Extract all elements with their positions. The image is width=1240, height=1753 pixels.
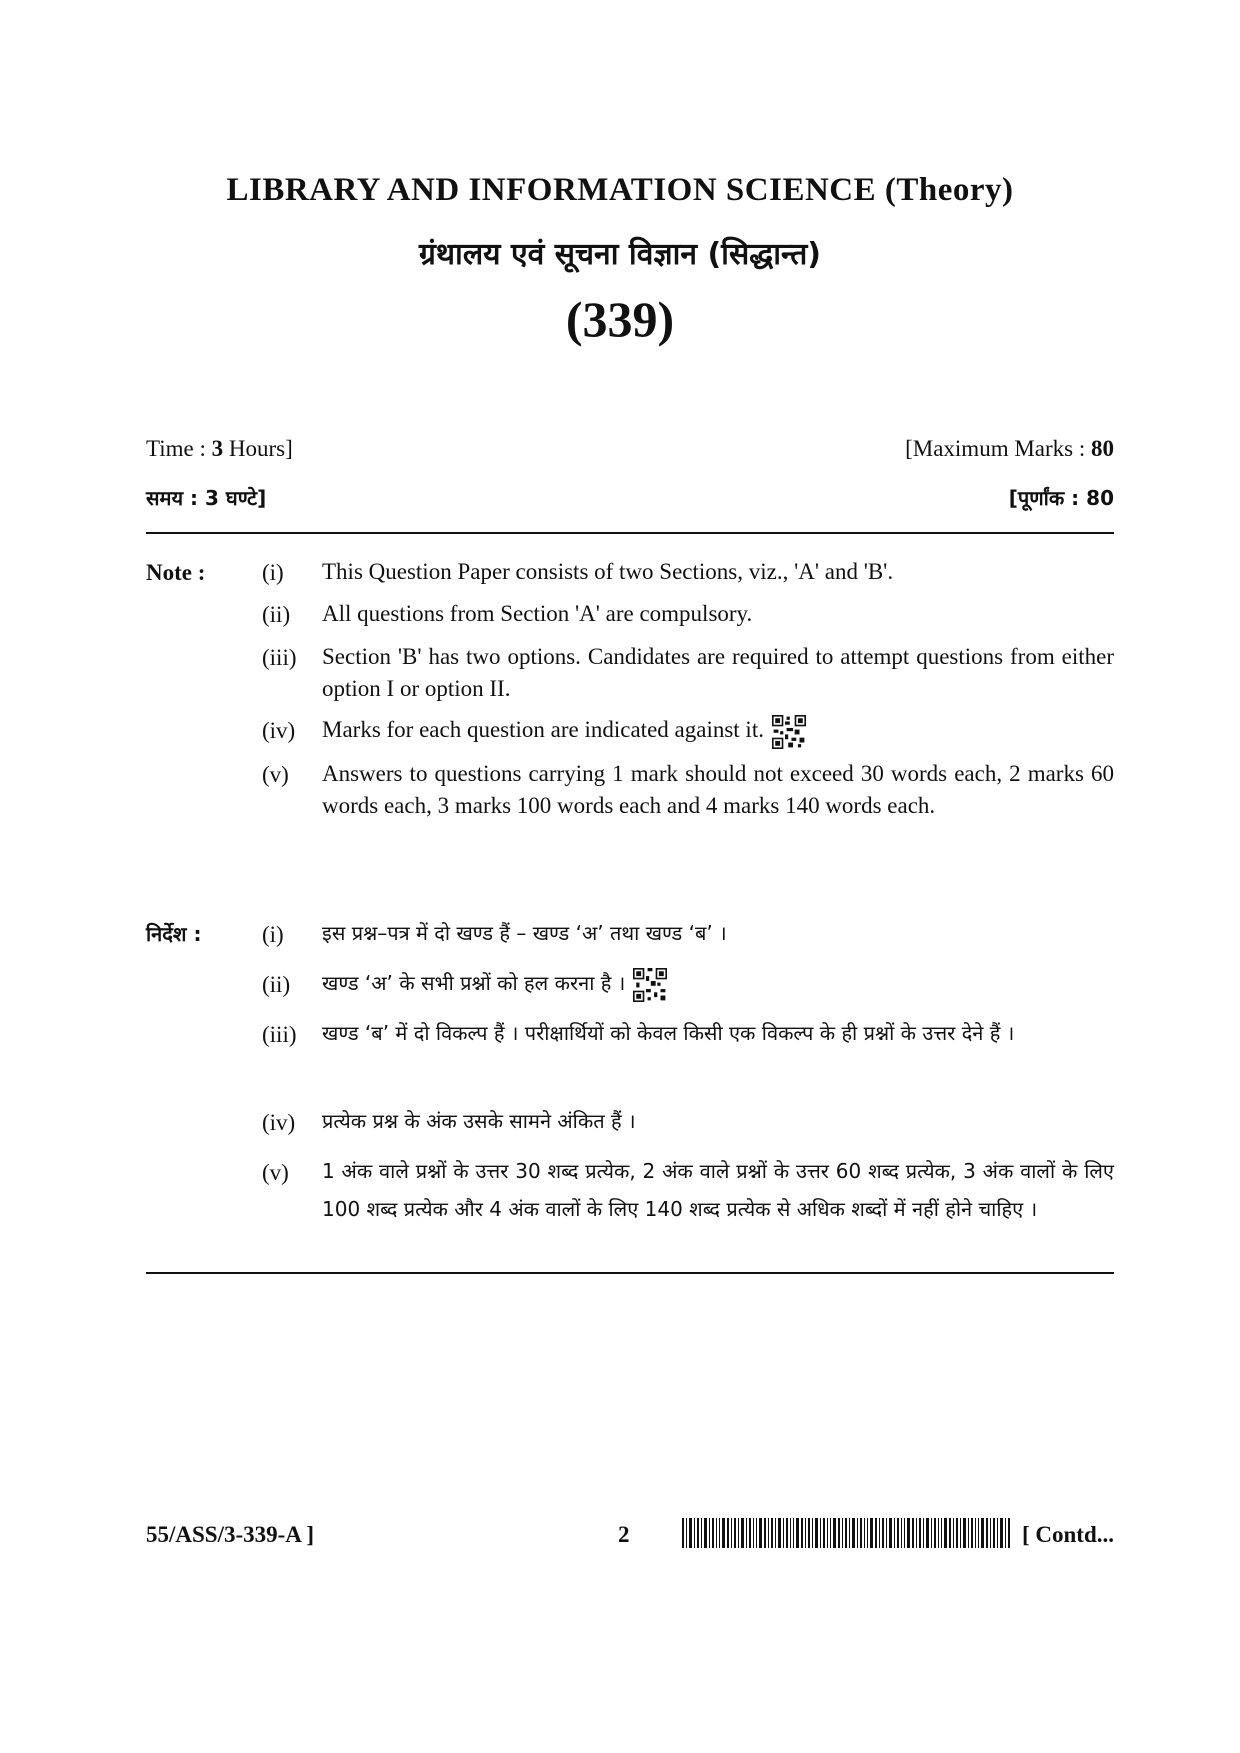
note-en-num: (iv) [262, 718, 296, 743]
note-en-num: (i) [262, 560, 284, 585]
paper-code: (339) [565, 291, 675, 347]
paper-title-english: LIBRARY AND INFORMATION SCIENCE (Theory) [226, 172, 1014, 208]
qr-code-icon [633, 968, 667, 1002]
note-hi-item-with-qr [322, 964, 1114, 1002]
note-hi-num: (i) [262, 922, 284, 947]
note-hi-num: (iii) [262, 1022, 297, 1047]
paper-title-hindi: ग्रंथालय एवं सूचना विज्ञान (सिद्धान्त) [418, 237, 822, 272]
note-label-english: Note : [146, 560, 206, 585]
note-hi-item: 1 अंक वाले प्रश्नों के उत्तर 30 शब्द प्रत्येक, 2 अंक वाले प्रश्नों के उत्तर 60 शब्द प्रत्येक, 3 अंक वालों के लिए 100 शब्द प्रत्येक और 4 अंक वालों के लिए 140 शब्द प्रत्येक से अधिक शब्दों में नहीं होने चाहिए । [322, 1159, 1114, 1221]
page-number: 2 [618, 1522, 630, 1547]
time-hindi: समय : 3 घण्टे] [146, 486, 267, 510]
note-en-item: Marks for each question are indicated against it. [322, 717, 764, 742]
page-footer [146, 1518, 1114, 1554]
note-en-item: All questions from Section 'A' are compulsory. [322, 601, 753, 626]
note-en-num: (iii) [262, 645, 297, 670]
note-en-item: Section 'B' has two options. Candidates are required to attempt questions from either option I or option II. [322, 644, 1114, 701]
note-en-item: Answers to questions carrying 1 mark should not exceed 30 words each, 2 marks 60 words each, 3 marks 100 words each and 4 marks 140 words each. [322, 761, 1114, 818]
note-en-item-with-qr [322, 714, 1114, 749]
note-label-hindi: निर्देश : [146, 922, 202, 946]
note-hi-num: (ii) [262, 972, 291, 997]
footer-paper-code: 55/ASS/3-339-A ] [146, 1522, 315, 1547]
max-marks-hindi: [पूर्णांक : 80 [1008, 486, 1114, 510]
note-en-item: This Question Paper consists of two Sections, viz., 'A' and 'B'. [322, 559, 894, 584]
note-en-num: (ii) [262, 602, 291, 627]
note-en-num: (v) [262, 762, 289, 787]
note-hi-item: प्रत्येक प्रश्न के अंक उसके सामने अंकित हैं । [322, 1109, 636, 1133]
note-hi-item: खण्ड ‘ब’ में दो विकल्प हैं । परीक्षार्थियों को केवल किसी एक विकल्प के ही प्रश्नों के उत्तर देने हैं । [322, 1021, 1015, 1045]
time-english: Time : 3 Hours] [146, 436, 293, 461]
divider-bottom [146, 1272, 1114, 1274]
barcode-icon [682, 1518, 1010, 1548]
divider-top [146, 532, 1114, 534]
note-hi-num: (iv) [262, 1110, 296, 1135]
qr-code-icon [772, 715, 806, 749]
note-hi-item: खण्ड ‘अ’ के सभी प्रश्नों को हल करना है । [322, 971, 626, 995]
max-marks-english: [Maximum Marks : 80 [905, 436, 1114, 461]
note-hi-num: (v) [262, 1160, 289, 1185]
note-hi-item: इस प्रश्न–पत्र में दो खण्ड हैं – खण्ड ‘अ’ तथा खण्ड ‘ब’ । [322, 921, 727, 945]
contd-label: [ Contd... [1021, 1522, 1114, 1547]
